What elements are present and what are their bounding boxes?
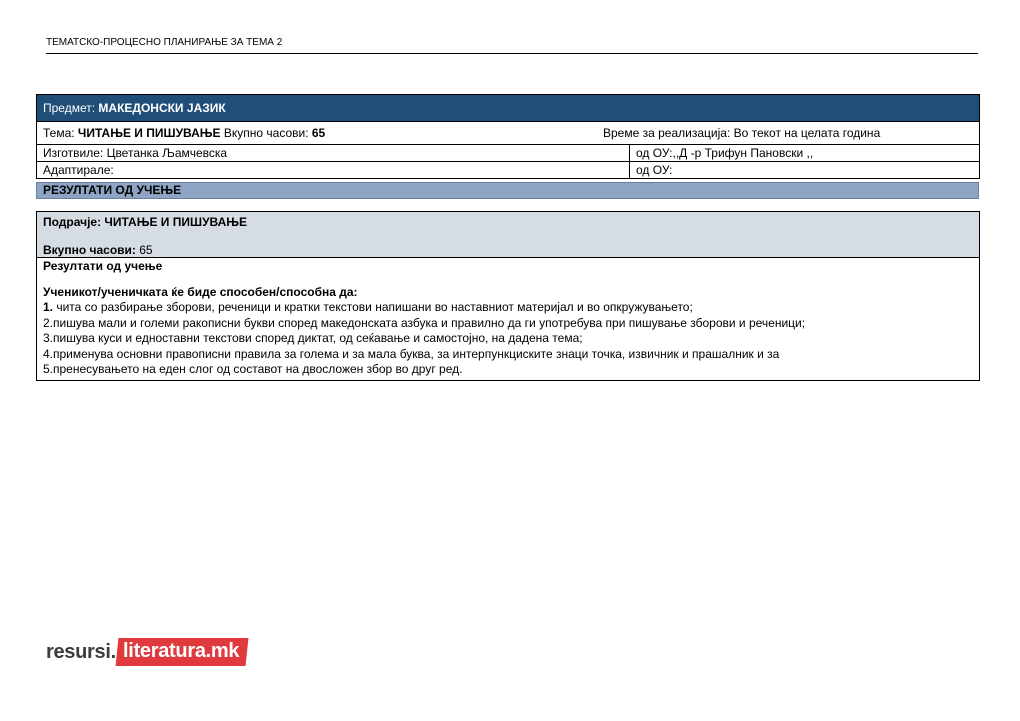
adapted-row xyxy=(37,162,980,179)
result-item-4: 4.применува основни правописни правила за голема и за мала буква, за интерпункциските знаци точка, извичник и прашалник и за xyxy=(43,346,780,361)
result-item-5: 5.пренесувањето на еден слог од составот на двосложен збор во друг ред. xyxy=(43,362,463,376)
theme-value: ЧИТАЊЕ И ПИШУВАЊЕ xyxy=(77,126,221,140)
area-head xyxy=(37,212,979,258)
hours-label: Вкупно часови: xyxy=(220,126,312,140)
area-hours-label: Вкупно часови: xyxy=(43,243,140,257)
subject-value: МАКЕДОНСКИ ЈАЗИК xyxy=(98,101,226,115)
resursi-logo xyxy=(46,635,247,669)
prepared-row xyxy=(37,145,980,162)
theme-cell xyxy=(37,122,980,145)
student-line-text: Ученикот/ученичката ќе биде способен/способна да: xyxy=(43,284,358,299)
item1-num: 1. xyxy=(43,300,54,314)
area-hours-value: 65 xyxy=(139,243,153,257)
result-item-3: 3.пишува куси и едноставни текстови според диктат, од сеќавање и самостојно, на дадена тема; xyxy=(43,331,583,345)
area-box xyxy=(36,211,980,381)
page-header xyxy=(46,36,978,54)
adapted-by: Адаптирале: xyxy=(37,162,630,179)
school-2: од ОУ: xyxy=(630,162,980,179)
school-1: од ОУ:,,Д -р Трифун Пановски ,, xyxy=(630,145,980,162)
page-title: ТЕМАТСКО-ПРОЦЕСНО ПЛАНИРАЊЕ ЗА ТЕМА 2 xyxy=(46,37,283,48)
results-bar: РЕЗУЛТАТИ ОД УЧЕЊЕ xyxy=(36,182,979,199)
subject-row xyxy=(37,95,980,122)
student-line xyxy=(43,285,973,301)
realization-time: Време за реализација: Во текот на целата година xyxy=(603,126,881,140)
area-body xyxy=(37,258,979,380)
area-hours-line xyxy=(43,242,973,258)
item1-text: чита со разбирање зборови, реченици и кратки текстови напишани во наставниот материјал и во опкружувањето; xyxy=(53,300,693,314)
area-label: Подрачје: ЧИТАЊЕ И ПИШУВАЊЕ xyxy=(43,215,248,229)
subject-label: Предмет: xyxy=(43,101,99,115)
logo-right-text: literatura.mk xyxy=(122,640,240,662)
results-title-text: Резултати од учење xyxy=(43,259,163,273)
theme-row xyxy=(37,122,980,145)
hours-value: 65 xyxy=(311,126,326,140)
logo-right-badge xyxy=(115,638,248,666)
results-title xyxy=(43,259,973,275)
prepared-by: Изготвиле: Цветанка Љамчевска xyxy=(37,145,630,162)
theme-label: Тема: xyxy=(43,126,78,140)
info-table xyxy=(36,94,980,179)
subject-cell xyxy=(37,95,980,122)
logo-left-text: resursi. xyxy=(46,640,116,663)
result-item-1 xyxy=(43,300,973,316)
result-item-2: 2.пишува мали и големи ракописни букви според македонската азбука и правилно да ги употребува при пишување зборови и реченици; xyxy=(43,315,806,330)
area-label-line xyxy=(43,214,973,230)
